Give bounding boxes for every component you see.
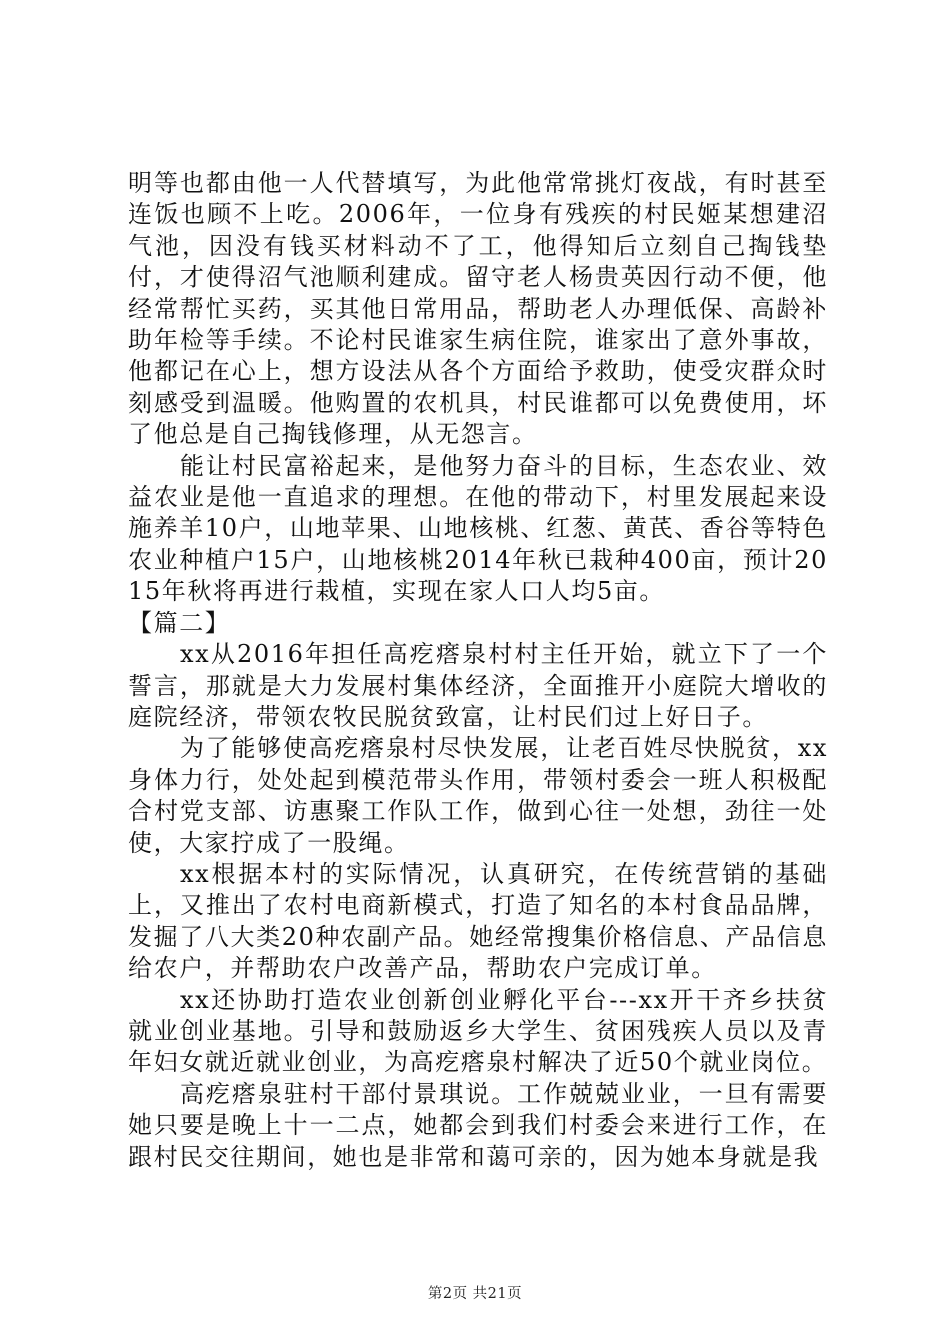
paragraph-cadre-quote: 高疙瘩泉驻村干部付景琪说。工作兢兢业业，一旦有需要她只要是晚上十一二点，她都会到我们村委会来进行工作，在跟村民交往期间，她也是非常和蔼可亲的，因为她本身就是我: [128, 1079, 828, 1171]
paragraph-continued: 明等也都由他一人代替填写，为此他常常挑灯夜战，有时甚至连饭也顾不上吃。2006年，一位身有残疾的村民姬某想建沼气池，因没有钱买材料动不了工，他得知后立刻自己掏钱垫付，才使得沼气池顺利建成。留守老人杨贵英因行动不便，他经常帮忙买药，买其他日常用品，帮助老人办理低保、高龄补助年检等手续。不论村民谁家生病住院，谁家出了意外事故，他都记在心上，想方设法从各个方面给予救助，使受灾群众时刻感受到温暖。他购置的农机具，村民谁都可以免费使用，坏了他总是自己掏钱修理，从无怨言。: [128, 169, 828, 449]
paragraph-incubation-platform: xx还协助打造农业创新创业孵化平台---xx开干齐乡扶贫就业创业基地。引导和鼓励返乡大学生、贫困残疾人员以及青年妇女就近就业创业，为高疙瘩泉村解决了近50个就业岗位。: [128, 985, 828, 1077]
paragraph-village-director-vow: xx从2016年担任高疙瘩泉村村主任开始，就立下了一个誓言，那就是大力发展村集体经济，全面推开小庭院大增收的庭院经济，带领农牧民脱贫致富，让村民们过上好日子。: [128, 640, 828, 731]
paragraph-e-commerce: xx根据本村的实际情况，认真研究，在传统营销的基础上，又推出了农村电商新模式，打造了知名的本村食品品牌，发掘了八大类20种农副产品。她经常搜集价格信息、产品信息给农户，并帮助农户改善产品，帮助农户完成订单。: [128, 859, 828, 983]
paragraph-ecological-agriculture: 能让村民富裕起来，是他努力奋斗的目标，生态农业、效益农业是他一直追求的理想。在他的带动下，村里发展起来设施养羊10户，山地苹果、山地核桃、红葱、黄芪、香谷等特色农业种植户15户，山地核桃2014年秋已栽种400亩，预计2015年秋将再进行栽植，实现在家人口人均5亩。: [128, 451, 828, 606]
section-heading-part-two: 【篇二】: [128, 608, 231, 637]
document-body: [128, 168, 828, 1173]
paragraph-leading-by-example: 为了能够使高疙瘩泉村尽快发展，让老百姓尽快脱贫，xx身体力行，处处起到模范带头作用，带领村委会一班人积极配合村党支部、访惠聚工作队工作，做到心往一处想，劲往一处使，大家拧成了一股绳。: [128, 734, 828, 857]
page-number-footer: 第2页 共21页: [427, 1286, 523, 1302]
